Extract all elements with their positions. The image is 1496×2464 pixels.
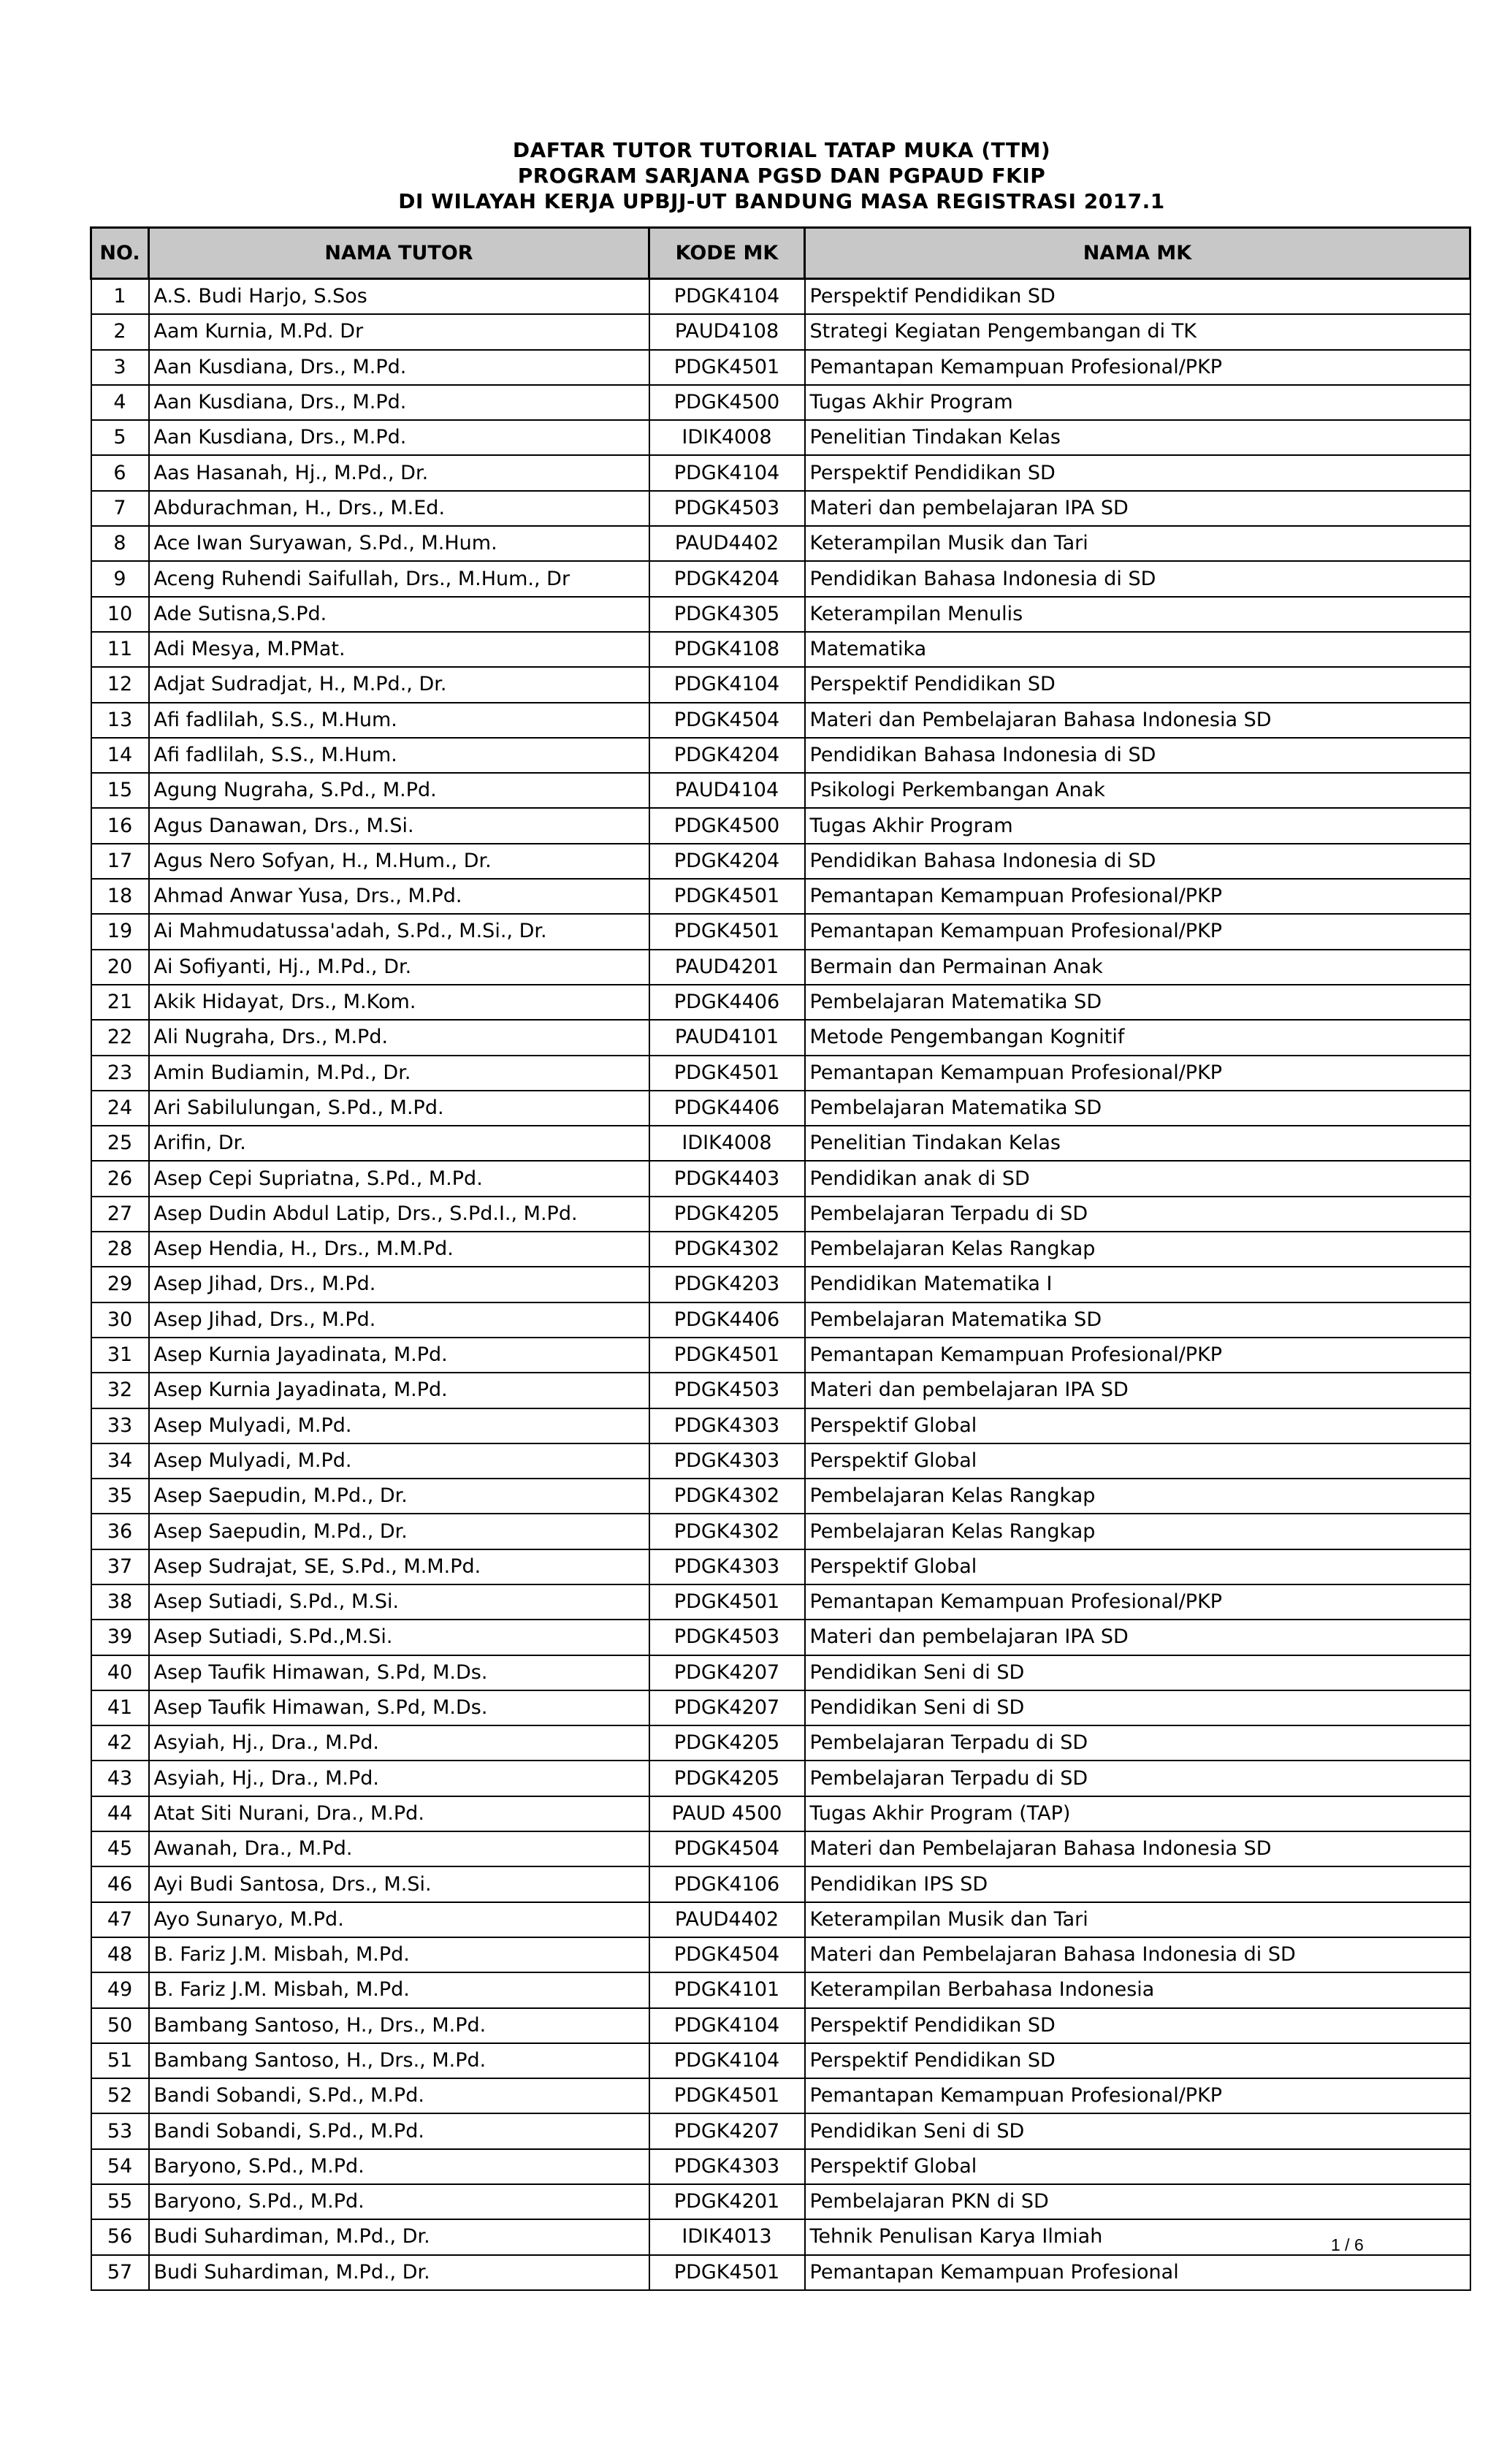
course-name: Perspektif Global: [805, 1443, 1470, 1479]
course-code: PDGK4302: [649, 1514, 805, 1549]
table-row: [91, 455, 1470, 490]
course-code: PDGK4503: [649, 491, 805, 526]
course-name: Pendidikan Seni di SD: [805, 1655, 1470, 1690]
course-code: PAUD4402: [649, 1902, 805, 1937]
row-number: 2: [91, 314, 149, 349]
table-row: [91, 1232, 1470, 1267]
row-number: 45: [91, 1831, 149, 1866]
course-name: Pembelajaran Terpadu di SD: [805, 1197, 1470, 1232]
course-name: Perspektif Pendidikan SD: [805, 455, 1470, 490]
table-row: [91, 1020, 1470, 1055]
tutor-name: A.S. Budi Harjo, S.Sos: [149, 279, 649, 315]
course-code: PDGK4303: [649, 1443, 805, 1479]
tutor-name: Asep Kurnia Jayadinata, M.Pd.: [149, 1373, 649, 1408]
course-code: PDGK4108: [649, 632, 805, 667]
course-code: PDGK4101: [649, 1972, 805, 2007]
row-number: 37: [91, 1549, 149, 1584]
table-row: [91, 703, 1470, 738]
course-name: Pendidikan Seni di SD: [805, 2113, 1470, 2148]
table-row: [91, 1302, 1470, 1338]
table-row: [91, 1796, 1470, 1831]
row-number: 29: [91, 1267, 149, 1302]
tutor-name: Asep Mulyadi, M.Pd.: [149, 1408, 649, 1443]
tutor-name: Awanah, Dra., M.Pd.: [149, 1831, 649, 1866]
row-number: 20: [91, 950, 149, 985]
tutor-name: B. Fariz J.M. Misbah, M.Pd.: [149, 1972, 649, 2007]
tutor-name: Ai Mahmudatussa'adah, S.Pd., M.Si., Dr.: [149, 914, 649, 949]
table-row: [91, 879, 1470, 914]
course-code: PDGK4203: [649, 1267, 805, 1302]
row-number: 23: [91, 1056, 149, 1091]
header-nama-mk: NAMA MK: [805, 228, 1470, 279]
row-number: 34: [91, 1443, 149, 1479]
table-row: [91, 2043, 1470, 2078]
course-name: Pemantapan Kemampuan Profesional/PKP: [805, 879, 1470, 914]
tutor-name: Asep Jihad, Drs., M.Pd.: [149, 1267, 649, 1302]
row-number: 43: [91, 1761, 149, 1796]
row-number: 8: [91, 526, 149, 561]
tutor-name: Akik Hidayat, Drs., M.Kom.: [149, 985, 649, 1020]
table-row: [91, 1620, 1470, 1655]
table-row: [91, 1690, 1470, 1725]
course-name: Pendidikan Bahasa Indonesia di SD: [805, 561, 1470, 596]
row-number: 26: [91, 1161, 149, 1196]
table-row: [91, 1866, 1470, 1902]
course-code: PDGK4501: [649, 879, 805, 914]
course-code: IDIK4008: [649, 1126, 805, 1161]
tutor-name: Agung Nugraha, S.Pd., M.Pd.: [149, 773, 649, 808]
header-no: NO.: [91, 228, 149, 279]
row-number: 40: [91, 1655, 149, 1690]
course-code: PDGK4501: [649, 350, 805, 385]
row-number: 52: [91, 2078, 149, 2113]
table-row: [91, 1655, 1470, 1690]
table-row: [91, 1725, 1470, 1761]
row-number: 31: [91, 1338, 149, 1373]
table-row: [91, 2113, 1470, 2148]
course-code: PDGK4501: [649, 2078, 805, 2113]
table-row: [91, 950, 1470, 985]
row-number: 36: [91, 1514, 149, 1549]
course-code: PDGK4104: [649, 455, 805, 490]
row-number: 4: [91, 385, 149, 420]
course-code: PDGK4504: [649, 703, 805, 738]
table-row: [91, 2255, 1470, 2290]
course-name: Matematika: [805, 632, 1470, 667]
row-number: 54: [91, 2149, 149, 2184]
table-row: [91, 1549, 1470, 1584]
table-row: [91, 1197, 1470, 1232]
tutor-name: Aceng Ruhendi Saifullah, Drs., M.Hum., Dr: [149, 561, 649, 596]
table-row: [91, 2078, 1470, 2113]
row-number: 55: [91, 2184, 149, 2219]
course-code: PDGK4302: [649, 1232, 805, 1267]
course-code: PAUD4402: [649, 526, 805, 561]
table-row: [91, 1584, 1470, 1620]
row-number: 5: [91, 420, 149, 455]
course-name: Perspektif Pendidikan SD: [805, 2043, 1470, 2078]
header-nama-tutor: NAMA TUTOR: [149, 228, 649, 279]
course-name: Keterampilan Musik dan Tari: [805, 1902, 1470, 1937]
table-row: [91, 985, 1470, 1020]
table-row: [91, 914, 1470, 949]
row-number: 56: [91, 2219, 149, 2254]
tutor-name: Budi Suhardiman, M.Pd., Dr.: [149, 2219, 649, 2254]
course-code: PDGK4406: [649, 1091, 805, 1126]
course-code: PAUD 4500: [649, 1796, 805, 1831]
course-name: Tugas Akhir Program: [805, 808, 1470, 843]
course-code: PDGK4201: [649, 2184, 805, 2219]
course-code: PDGK4303: [649, 2149, 805, 2184]
row-number: 18: [91, 879, 149, 914]
course-name: Penelitian Tindakan Kelas: [805, 1126, 1470, 1161]
course-name: Pemantapan Kemampuan Profesional/PKP: [805, 1056, 1470, 1091]
table-row: [91, 1514, 1470, 1549]
course-code: PDGK4204: [649, 738, 805, 773]
row-number: 9: [91, 561, 149, 596]
row-number: 19: [91, 914, 149, 949]
course-name: Psikologi Perkembangan Anak: [805, 773, 1470, 808]
table-row: [91, 1972, 1470, 2007]
tutor-name: Amin Budiamin, M.Pd., Dr.: [149, 1056, 649, 1091]
course-name: Keterampilan Menulis: [805, 597, 1470, 632]
row-number: 53: [91, 2113, 149, 2148]
row-number: 28: [91, 1232, 149, 1267]
row-number: 48: [91, 1937, 149, 1972]
row-number: 47: [91, 1902, 149, 1937]
table-row: [91, 1373, 1470, 1408]
table-row: [91, 1267, 1470, 1302]
table-row: [91, 597, 1470, 632]
table-row: [91, 1091, 1470, 1126]
course-name: Keterampilan Musik dan Tari: [805, 526, 1470, 561]
course-code: PDGK4205: [649, 1725, 805, 1761]
row-number: 17: [91, 844, 149, 879]
course-name: Pembelajaran Terpadu di SD: [805, 1725, 1470, 1761]
header-row: [91, 228, 1470, 279]
table-row: [91, 279, 1470, 315]
tutor-name: Ayo Sunaryo, M.Pd.: [149, 1902, 649, 1937]
course-code: PDGK4501: [649, 1338, 805, 1373]
course-code: PDGK4104: [649, 279, 805, 315]
tutor-name: Asep Sutiadi, S.Pd.,M.Si.: [149, 1620, 649, 1655]
tutor-name: Bambang Santoso, H., Drs., M.Pd.: [149, 2008, 649, 2043]
tutor-name: Arifin, Dr.: [149, 1126, 649, 1161]
row-number: 30: [91, 1302, 149, 1338]
tutor-name: Adi Mesya, M.PMat.: [149, 632, 649, 667]
row-number: 7: [91, 491, 149, 526]
course-name: Metode Pengembangan Kognitif: [805, 1020, 1470, 1055]
document-title: [0, 137, 1496, 214]
course-code: PDGK4303: [649, 1408, 805, 1443]
row-number: 11: [91, 632, 149, 667]
table-row: [91, 2008, 1470, 2043]
table-row: [91, 2149, 1470, 2184]
course-name: Pemantapan Kemampuan Profesional/PKP: [805, 350, 1470, 385]
table-row: [91, 526, 1470, 561]
tutor-name: Bandi Sobandi, S.Pd., M.Pd.: [149, 2078, 649, 2113]
course-name: Pendidikan IPS SD: [805, 1866, 1470, 1902]
course-code: PDGK4303: [649, 1549, 805, 1584]
course-name: Perspektif Global: [805, 2149, 1470, 2184]
tutor-name: Asep Saepudin, M.Pd., Dr.: [149, 1514, 649, 1549]
table-row: [91, 632, 1470, 667]
row-number: 15: [91, 773, 149, 808]
row-number: 38: [91, 1584, 149, 1620]
course-name: Keterampilan Berbahasa Indonesia: [805, 1972, 1470, 2007]
row-number: 10: [91, 597, 149, 632]
tutor-name: Atat Siti Nurani, Dra., M.Pd.: [149, 1796, 649, 1831]
table-row: [91, 1338, 1470, 1373]
course-code: PDGK4106: [649, 1866, 805, 1902]
course-code: PDGK4205: [649, 1761, 805, 1796]
table-row: [91, 844, 1470, 879]
table-row: [91, 1126, 1470, 1161]
tutor-name: Bandi Sobandi, S.Pd., M.Pd.: [149, 2113, 649, 2148]
tutor-name: Asep Cepi Supriatna, S.Pd., M.Pd.: [149, 1161, 649, 1196]
course-name: Tugas Akhir Program: [805, 385, 1470, 420]
course-name: Pemantapan Kemampuan Profesional/PKP: [805, 914, 1470, 949]
course-name: Materi dan Pembelajaran Bahasa Indonesia di SD: [805, 1937, 1470, 1972]
table-row: [91, 1056, 1470, 1091]
course-code: PAUD4201: [649, 950, 805, 985]
course-code: PDGK4504: [649, 1831, 805, 1866]
course-code: IDIK4013: [649, 2219, 805, 2254]
tutor-name: B. Fariz J.M. Misbah, M.Pd.: [149, 1937, 649, 1972]
row-number: 16: [91, 808, 149, 843]
course-name: Materi dan Pembelajaran Bahasa Indonesia SD: [805, 703, 1470, 738]
course-code: PDGK4501: [649, 2255, 805, 2290]
table-row: [91, 1479, 1470, 1514]
tutor-name: Asep Taufik Himawan, S.Pd, M.Ds.: [149, 1655, 649, 1690]
table-row: [91, 2219, 1470, 2254]
tutor-name: Aan Kusdiana, Drs., M.Pd.: [149, 350, 649, 385]
table-row: [91, 385, 1470, 420]
course-code: PDGK4204: [649, 844, 805, 879]
course-code: PDGK4406: [649, 1302, 805, 1338]
row-number: 39: [91, 1620, 149, 1655]
table-row: [91, 314, 1470, 349]
row-number: 1: [91, 279, 149, 315]
tutor-name: Aan Kusdiana, Drs., M.Pd.: [149, 420, 649, 455]
row-number: 6: [91, 455, 149, 490]
row-number: 42: [91, 1725, 149, 1761]
course-name: Penelitian Tindakan Kelas: [805, 420, 1470, 455]
tutor-name: Aas Hasanah, Hj., M.Pd., Dr.: [149, 455, 649, 490]
course-code: PDGK4302: [649, 1479, 805, 1514]
tutor-name: Agus Danawan, Drs., M.Si.: [149, 808, 649, 843]
course-name: Pendidikan Matematika I: [805, 1267, 1470, 1302]
table-row: [91, 808, 1470, 843]
course-name: Pendidikan anak di SD: [805, 1161, 1470, 1196]
table-row: [91, 561, 1470, 596]
tutor-name: Ai Sofiyanti, Hj., M.Pd., Dr.: [149, 950, 649, 985]
row-number: 57: [91, 2255, 149, 2290]
row-number: 21: [91, 985, 149, 1020]
course-code: PAUD4108: [649, 314, 805, 349]
tutor-name: Ace Iwan Suryawan, S.Pd., M.Hum.: [149, 526, 649, 561]
course-code: PDGK4204: [649, 561, 805, 596]
tutor-name: Abdurachman, H., Drs., M.Ed.: [149, 491, 649, 526]
tutor-name: Adjat Sudradjat, H., M.Pd., Dr.: [149, 667, 649, 702]
table-row: [91, 491, 1470, 526]
tutor-name: Asep Kurnia Jayadinata, M.Pd.: [149, 1338, 649, 1373]
tutor-name: Aam Kurnia, M.Pd. Dr: [149, 314, 649, 349]
row-number: 51: [91, 2043, 149, 2078]
row-number: 25: [91, 1126, 149, 1161]
course-name: Pemantapan Kemampuan Profesional/PKP: [805, 1338, 1470, 1373]
course-code: PDGK4501: [649, 1584, 805, 1620]
course-name: Pembelajaran PKN di SD: [805, 2184, 1470, 2219]
course-code: PDGK4305: [649, 597, 805, 632]
tutor-name: Ari Sabilulungan, S.Pd., M.Pd.: [149, 1091, 649, 1126]
tutor-name: Baryono, S.Pd., M.Pd.: [149, 2149, 649, 2184]
row-number: 3: [91, 350, 149, 385]
tutor-name: Ayi Budi Santosa, Drs., M.Si.: [149, 1866, 649, 1902]
tutor-name: Bambang Santoso, H., Drs., M.Pd.: [149, 2043, 649, 2078]
course-name: Materi dan pembelajaran IPA SD: [805, 1373, 1470, 1408]
tutor-name: Asep Hendia, H., Drs., M.M.Pd.: [149, 1232, 649, 1267]
row-number: 46: [91, 1866, 149, 1902]
course-name: Pemantapan Kemampuan Profesional: [805, 2255, 1470, 2290]
course-code: PDGK4503: [649, 1373, 805, 1408]
table-row: [91, 2184, 1470, 2219]
tutor-name: Afi fadlilah, S.S., M.Hum.: [149, 703, 649, 738]
tutor-name: Asep Sudrajat, SE, S.Pd., M.M.Pd.: [149, 1549, 649, 1584]
course-name: Materi dan Pembelajaran Bahasa Indonesia SD: [805, 1831, 1470, 1866]
row-number: 50: [91, 2008, 149, 2043]
course-name: Perspektif Global: [805, 1549, 1470, 1584]
tutor-table: [90, 226, 1471, 2291]
course-name: Perspektif Pendidikan SD: [805, 667, 1470, 702]
table-row: [91, 1408, 1470, 1443]
tutor-name: Ali Nugraha, Drs., M.Pd.: [149, 1020, 649, 1055]
course-name: Pembelajaran Matematika SD: [805, 1302, 1470, 1338]
course-code: PDGK4207: [649, 1655, 805, 1690]
tutor-name: Aan Kusdiana, Drs., M.Pd.: [149, 385, 649, 420]
course-code: PDGK4501: [649, 1056, 805, 1091]
course-name: Strategi Kegiatan Pengembangan di TK: [805, 314, 1470, 349]
course-code: PDGK4500: [649, 808, 805, 843]
title-line-2: PROGRAM SARJANA PGSD DAN PGPAUD FKIP: [517, 164, 1046, 188]
table-row: [91, 1161, 1470, 1196]
row-number: 14: [91, 738, 149, 773]
table-row: [91, 1761, 1470, 1796]
course-name: Pemantapan Kemampuan Profesional/PKP: [805, 1584, 1470, 1620]
course-code: PDGK4501: [649, 914, 805, 949]
row-number: 13: [91, 703, 149, 738]
table-row: [91, 1831, 1470, 1866]
table-row: [91, 1443, 1470, 1479]
course-name: Pembelajaran Kelas Rangkap: [805, 1514, 1470, 1549]
header-kode-mk: KODE MK: [649, 228, 805, 279]
course-code: PDGK4503: [649, 1620, 805, 1655]
course-name: Perspektif Pendidikan SD: [805, 279, 1470, 315]
tutor-name: Ade Sutisna,S.Pd.: [149, 597, 649, 632]
course-code: IDIK4008: [649, 420, 805, 455]
course-code: PDGK4104: [649, 2043, 805, 2078]
course-code: PDGK4403: [649, 1161, 805, 1196]
title-line-1: DAFTAR TUTOR TUTORIAL TATAP MUKA (TTM): [512, 138, 1051, 162]
tutor-name: Budi Suhardiman, M.Pd., Dr.: [149, 2255, 649, 2290]
course-name: Pendidikan Seni di SD: [805, 1690, 1470, 1725]
course-code: PDGK4104: [649, 667, 805, 702]
course-code: PDGK4207: [649, 2113, 805, 2148]
table-row: [91, 1902, 1470, 1937]
course-name: Pembelajaran Matematika SD: [805, 1091, 1470, 1126]
course-name: Pemantapan Kemampuan Profesional/PKP: [805, 2078, 1470, 2113]
tutor-name: Afi fadlilah, S.S., M.Hum.: [149, 738, 649, 773]
table-row: [91, 667, 1470, 702]
row-number: 41: [91, 1690, 149, 1725]
course-code: PDGK4207: [649, 1690, 805, 1725]
table-row: [91, 350, 1470, 385]
course-name: Tugas Akhir Program (TAP): [805, 1796, 1470, 1831]
course-code: PDGK4406: [649, 985, 805, 1020]
tutor-name: Asep Taufik Himawan, S.Pd, M.Ds.: [149, 1690, 649, 1725]
tutor-name: Asyiah, Hj., Dra., M.Pd.: [149, 1761, 649, 1796]
course-name: Pembelajaran Matematika SD: [805, 985, 1470, 1020]
tutor-name: Asep Saepudin, M.Pd., Dr.: [149, 1479, 649, 1514]
course-name: Tehnik Penulisan Karya Ilmiah: [805, 2219, 1470, 2254]
table-row: [91, 773, 1470, 808]
course-code: PDGK4500: [649, 385, 805, 420]
course-name: Pendidikan Bahasa Indonesia di SD: [805, 844, 1470, 879]
table-body: [91, 279, 1470, 2290]
row-number: 27: [91, 1197, 149, 1232]
table-row: [91, 420, 1470, 455]
tutor-name: Baryono, S.Pd., M.Pd.: [149, 2184, 649, 2219]
row-number: 35: [91, 1479, 149, 1514]
course-name: Materi dan pembelajaran IPA SD: [805, 491, 1470, 526]
course-name: Pembelajaran Terpadu di SD: [805, 1761, 1470, 1796]
row-number: 49: [91, 1972, 149, 2007]
course-name: Pembelajaran Kelas Rangkap: [805, 1479, 1470, 1514]
course-code: PDGK4504: [649, 1937, 805, 1972]
course-name: Pendidikan Bahasa Indonesia di SD: [805, 738, 1470, 773]
row-number: 44: [91, 1796, 149, 1831]
table-header: [91, 228, 1470, 279]
course-name: Materi dan pembelajaran IPA SD: [805, 1620, 1470, 1655]
course-code: PAUD4104: [649, 773, 805, 808]
tutor-name: Asep Dudin Abdul Latip, Drs., S.Pd.I., M.Pd.: [149, 1197, 649, 1232]
row-number: 24: [91, 1091, 149, 1126]
course-code: PAUD4101: [649, 1020, 805, 1055]
row-number: 22: [91, 1020, 149, 1055]
course-name: Pembelajaran Kelas Rangkap: [805, 1232, 1470, 1267]
course-code: PDGK4104: [649, 2008, 805, 2043]
tutor-name: Asep Mulyadi, M.Pd.: [149, 1443, 649, 1479]
tutor-name: Asyiah, Hj., Dra., M.Pd.: [149, 1725, 649, 1761]
course-name: Bermain dan Permainan Anak: [805, 950, 1470, 985]
title-line-3: DI WILAYAH KERJA UPBJJ-UT BANDUNG MASA REGISTRASI 2017.1: [398, 189, 1165, 213]
table-row: [91, 738, 1470, 773]
course-name: Perspektif Global: [805, 1408, 1470, 1443]
course-name: Perspektif Pendidikan SD: [805, 2008, 1470, 2043]
row-number: 32: [91, 1373, 149, 1408]
row-number: 33: [91, 1408, 149, 1443]
table-row: [91, 1937, 1470, 1972]
tutor-name: Asep Jihad, Drs., M.Pd.: [149, 1302, 649, 1338]
page-number: 1 / 6: [1331, 2235, 1364, 2254]
tutor-name: Agus Nero Sofyan, H., M.Hum., Dr.: [149, 844, 649, 879]
tutor-name: Ahmad Anwar Yusa, Drs., M.Pd.: [149, 879, 649, 914]
row-number: 12: [91, 667, 149, 702]
tutor-name: Asep Sutiadi, S.Pd., M.Si.: [149, 1584, 649, 1620]
course-code: PDGK4205: [649, 1197, 805, 1232]
